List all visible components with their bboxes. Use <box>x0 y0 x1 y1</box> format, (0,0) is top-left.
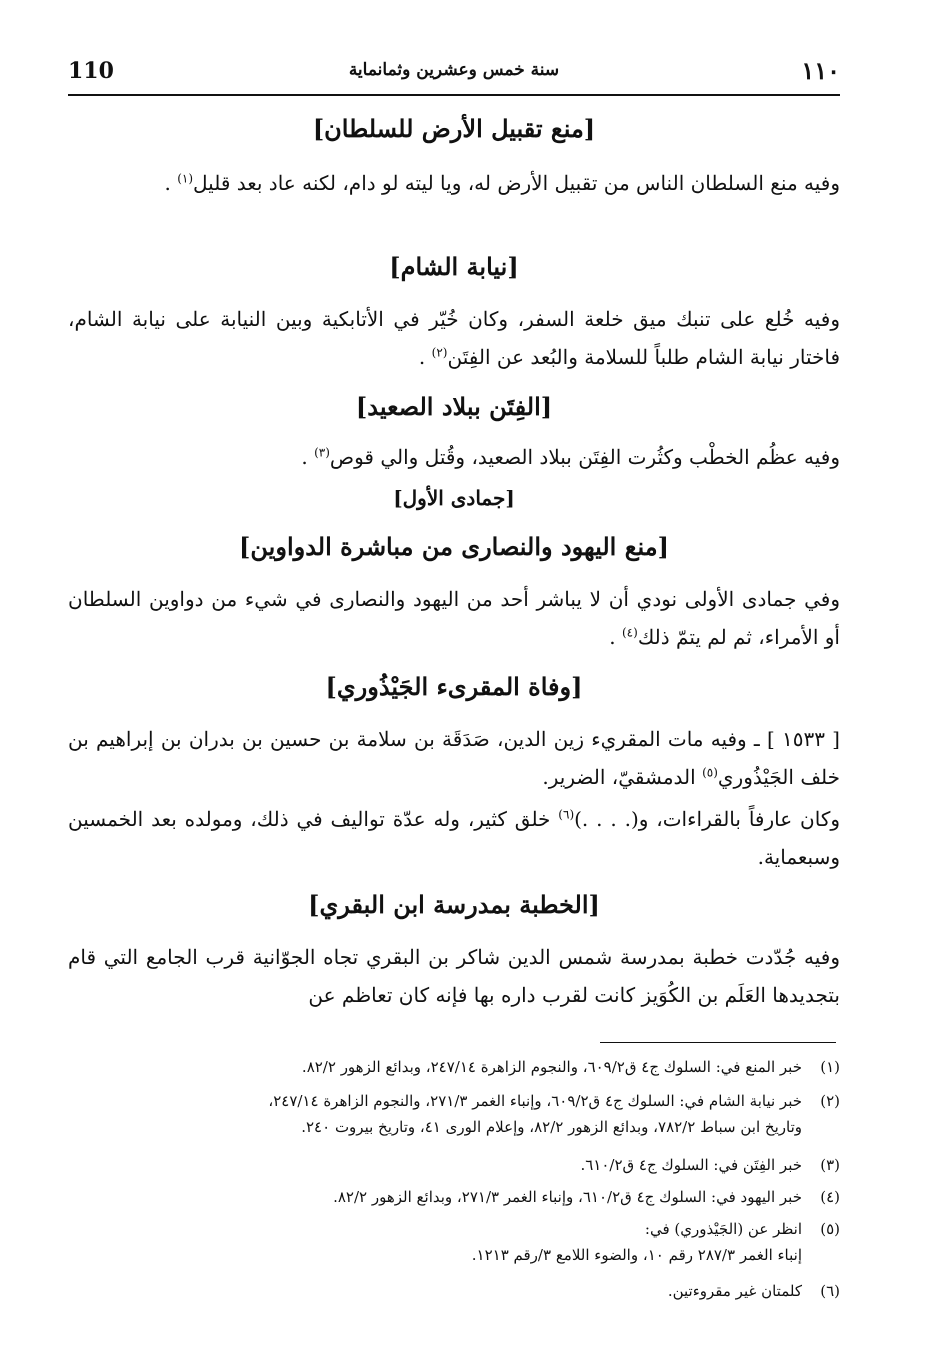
section-heading: [جمادى الأول] <box>393 486 515 510</box>
footnote-number: (٥) <box>820 1220 840 1238</box>
footnote-ref[interactable]: (٣) <box>314 445 330 460</box>
footnote-ref[interactable]: (٥) <box>702 765 718 780</box>
footnote-item: (٢)خبر نيابة الشام في: السلوك ج٤ ق٦٠٩/٢، وإنباء الغمر ٢٧١/٣، والنجوم الزاهرة ٢٤٧/١٤، وتاريخ ابن سباط ٧٨٢/٢، وبدائع الزهور ٨٢/٢، وإعلام الورى ٤١، وتاريخ بيروت ٢٤٠. <box>68 1088 840 1140</box>
section-heading: [منع اليهود والنصارى من مباشرة الدواوين] <box>239 532 669 561</box>
paragraph: وفيه منع السلطان الناس من تقبيل الأرض له، ويا ليته لو دام، لكنه عاد بعد قليل$^{(١)}$ . <box>164 171 840 195</box>
footnote-item: (٦)كلمتان غير مقروءتين. <box>68 1278 840 1304</box>
footnote-item: (٥)انظر عن (الجَيْذوري) في: إنباء الغمر ٢٨٧/٣ رقم ١٠، والضوء اللامع ٣/رقم ١٢١٣. <box>68 1216 840 1268</box>
footnote-ref[interactable]: (١) <box>177 171 194 186</box>
section-heading: [الخطبة بمدرسة ابن البقري] <box>308 890 600 919</box>
footnote-item: (١)خبر المنع في: السلوك ج٤ ق٦٠٩/٢، والنجوم الزاهرة ٢٤٧/١٤، وبدائع الزهور ٨٢/٢. <box>68 1054 840 1080</box>
page-number-latin: 110 <box>68 58 114 84</box>
section-heading: [منع تقبيل الأرض للسلطان] <box>312 114 596 143</box>
page-header <box>68 54 840 96</box>
footnote-number: (١) <box>820 1058 840 1076</box>
footnote-ref[interactable]: (٢) <box>431 345 448 360</box>
section-heading: [نيابة الشام] <box>389 252 519 281</box>
footnote-number: (٢) <box>820 1092 840 1110</box>
paragraph: [ ١٥٣٣ ] ـ وفيه مات المقريء زين الدين، صَدَقَة بن سلامة بن حسين بن بدران بن إبراهيم بن خلف الجَيْذُوري$^{(٥)}$ الدمشقيّ، الضرير. <box>68 727 840 789</box>
footnote-separator <box>600 1042 836 1043</box>
paragraph: وفيه عظُم الخطْب وكثُرت الفِتَن ببلاد الصعيد، وقُتل والي قوص$^{(٣)}$ . <box>301 445 840 469</box>
footnote-number: (٤) <box>820 1188 840 1206</box>
paragraph: وفي جمادى الأولى نودي أن لا يباشر أحد من اليهود والنصارى في شيء من دواوين السلطان أو الأمراء، ثم لم يتمّ ذلك$^{(٤)}$ . <box>68 587 840 649</box>
paragraph: وفيه جُدّدت خطبة بمدرسة شمس الدين شاكر بن البقري تجاه الجوّانية قرب الجامع التي قام بتجديدها العَلَم بن الكُوَيز كانت لقرب داره بها فإنه كان تعاظم عن <box>68 945 840 1007</box>
footnote-ref[interactable]: (٤) <box>621 625 638 640</box>
footnote-continuation: وتاريخ ابن سباط ٧٨٢/٢، وبدائع الزهور ٨٢/٢، وإعلام الورى ٤١، وتاريخ بيروت ٢٤٠. <box>301 1118 802 1136</box>
footnote-item: (٣)خبر الفِتَن في: السلوك ج٤ ق٦١٠/٢. <box>68 1152 840 1178</box>
page-number-arabic: ١١٠ <box>801 56 840 85</box>
footnote-item: (٤)خبر اليهود في: السلوك ج٤ ق٦١٠/٢، وإنباء الغمر ٢٧١/٣، وبدائع الزهور ٨٢/٢. <box>68 1184 840 1210</box>
section-heading: [الفِتَن ببلاد الصعيد] <box>355 392 553 421</box>
footnote-ref[interactable]: (٦) <box>558 807 575 822</box>
footnote-continuation: إنباء الغمر ٢٨٧/٣ رقم ١٠، والضوء اللامع ٣/رقم ١٢١٣. <box>471 1246 802 1264</box>
section-heading: [وفاة المقرىء الجَيْذُوري] <box>325 672 583 701</box>
footnote-number: (٣) <box>820 1156 840 1174</box>
paragraph: وكان عارفاً بالقراءات، و(. . . .)$^{(٦)}$ خلق كثير، وله عدّة تواليف في ذلك، ومولده بعد الخمسين وسبعماية. <box>68 807 840 869</box>
running-title: سنة خمس وعشرين وثمانماية <box>348 60 560 80</box>
footnote-number: (٦) <box>820 1282 840 1300</box>
paragraph: وفيه خُلع على تنبك ميق خلعة السفر، وكان خُيّر في الأتابكية وبين النيابة على نيابة الشام، فاختار نيابة الشام طلباً للسلامة والبُعد عن الفِتَن$^{(٢)}$ . <box>68 307 840 369</box>
